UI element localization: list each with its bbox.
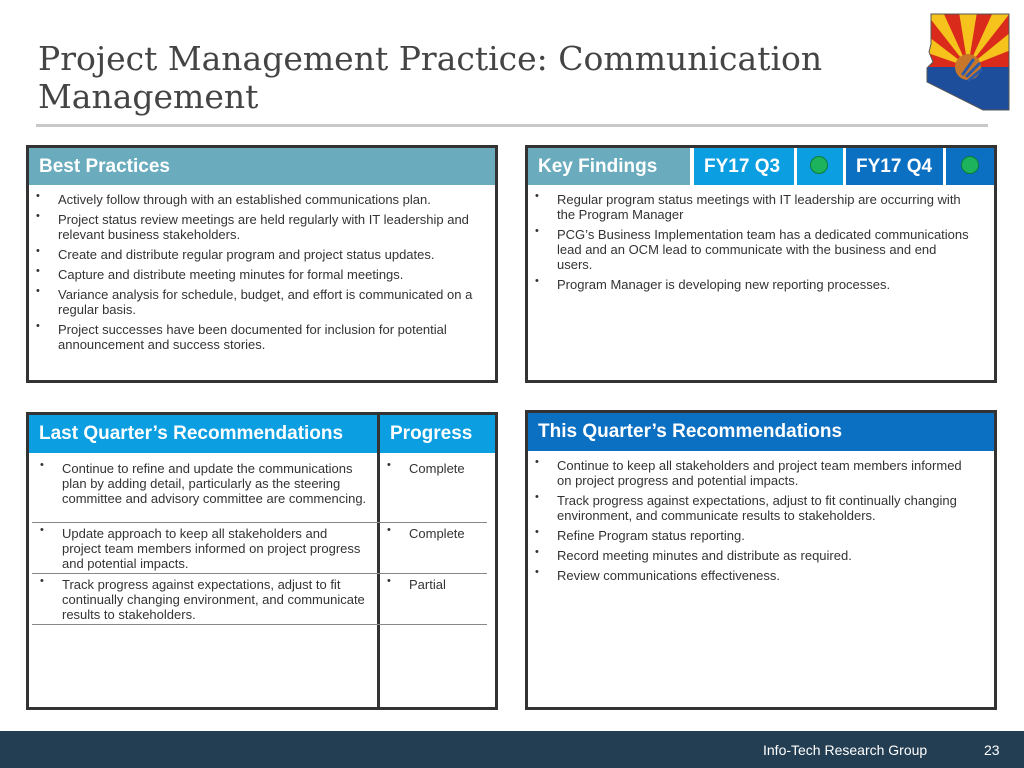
row-divider <box>32 624 487 625</box>
progress-status: • Complete <box>381 461 491 476</box>
progress-header: Progress <box>380 415 495 453</box>
footer-bar <box>0 731 1024 768</box>
fy17-q4-status-cell <box>946 148 994 185</box>
key-findings-list <box>529 192 974 297</box>
page-title: Project Management Practice: Communication Management <box>38 39 823 116</box>
best-practices-header: Best Practices <box>29 148 495 185</box>
title-divider <box>36 124 988 127</box>
list-item: • Continue to keep all stakeholders and project team members informed on project progress and potential impacts. <box>529 458 974 488</box>
list-item: • Record meeting minutes and distribute as required. <box>529 548 974 563</box>
footer-org: Info-Tech Research Group <box>763 742 928 758</box>
list-item: • Actively follow through with an established communications plan. <box>30 192 490 207</box>
progress-status: • Partial <box>381 577 491 592</box>
key-findings-header: Key Findings <box>528 148 690 185</box>
fy17-q4-label: FY17 Q4 <box>846 148 943 185</box>
last-quarter-header: Last Quarter’s Recommendations <box>29 415 377 453</box>
table-row-text: • Continue to refine and update the communications plan by adding detail, particularly as the steering committee and advisory committee are commencing. <box>34 461 369 506</box>
table-row-text: • Track progress against expectations, adjust to fit continually changing environment, and communicate results to stakeholders. <box>34 577 369 622</box>
this-quarter-header: This Quarter’s Recommendations <box>528 413 994 451</box>
status-green-icon <box>810 156 828 174</box>
list-item: • Variance analysis for schedule, budget, and effort is communicated on a regular basis. <box>30 287 490 317</box>
list-item: • Project status review meetings are held regularly with IT leadership and relevant business stakeholders. <box>30 212 490 242</box>
this-quarter-list <box>529 458 974 588</box>
row-divider <box>32 522 487 523</box>
fy17-q3-label: FY17 Q3 <box>694 148 794 185</box>
progress-cell <box>381 577 491 597</box>
list-item: • Regular program status meetings with IT leadership are occurring with the Program Manager <box>529 192 974 222</box>
list-item: • Project successes have been documented for inclusion for potential announcement and success stories. <box>30 322 490 352</box>
row-divider <box>32 573 487 574</box>
fy17-q3-status-cell <box>797 148 843 185</box>
best-practices-list <box>30 192 490 357</box>
recommendation-cell <box>34 461 369 511</box>
list-item: • Capture and distribute meeting minutes for formal meetings. <box>30 267 490 282</box>
list-item: • Program Manager is developing new reporting processes. <box>529 277 974 292</box>
recommendation-cell <box>34 526 369 576</box>
progress-status: • Complete <box>381 526 491 541</box>
progress-column-divider <box>377 412 380 710</box>
list-item: • Track progress against expectations, adjust to fit continually changing environment, and communicate results to stakeholders. <box>529 493 974 523</box>
page-number: 23 <box>984 742 1000 758</box>
table-row-text: • Update approach to keep all stakeholders and project team members informed on project progress and potential impacts. <box>34 526 369 571</box>
list-item: • PCG’s Business Implementation team has a dedicated communications lead and an OCM lead to communicate with the business and end users. <box>529 227 974 272</box>
list-item: • Review communications effectiveness. <box>529 568 974 583</box>
list-item: • Create and distribute regular program and project status updates. <box>30 247 490 262</box>
list-item: • Refine Program status reporting. <box>529 528 974 543</box>
status-green-icon <box>961 156 979 174</box>
progress-cell <box>381 461 491 481</box>
arizona-logo-icon <box>925 12 1011 112</box>
recommendation-cell <box>34 577 369 627</box>
progress-cell <box>381 526 491 546</box>
